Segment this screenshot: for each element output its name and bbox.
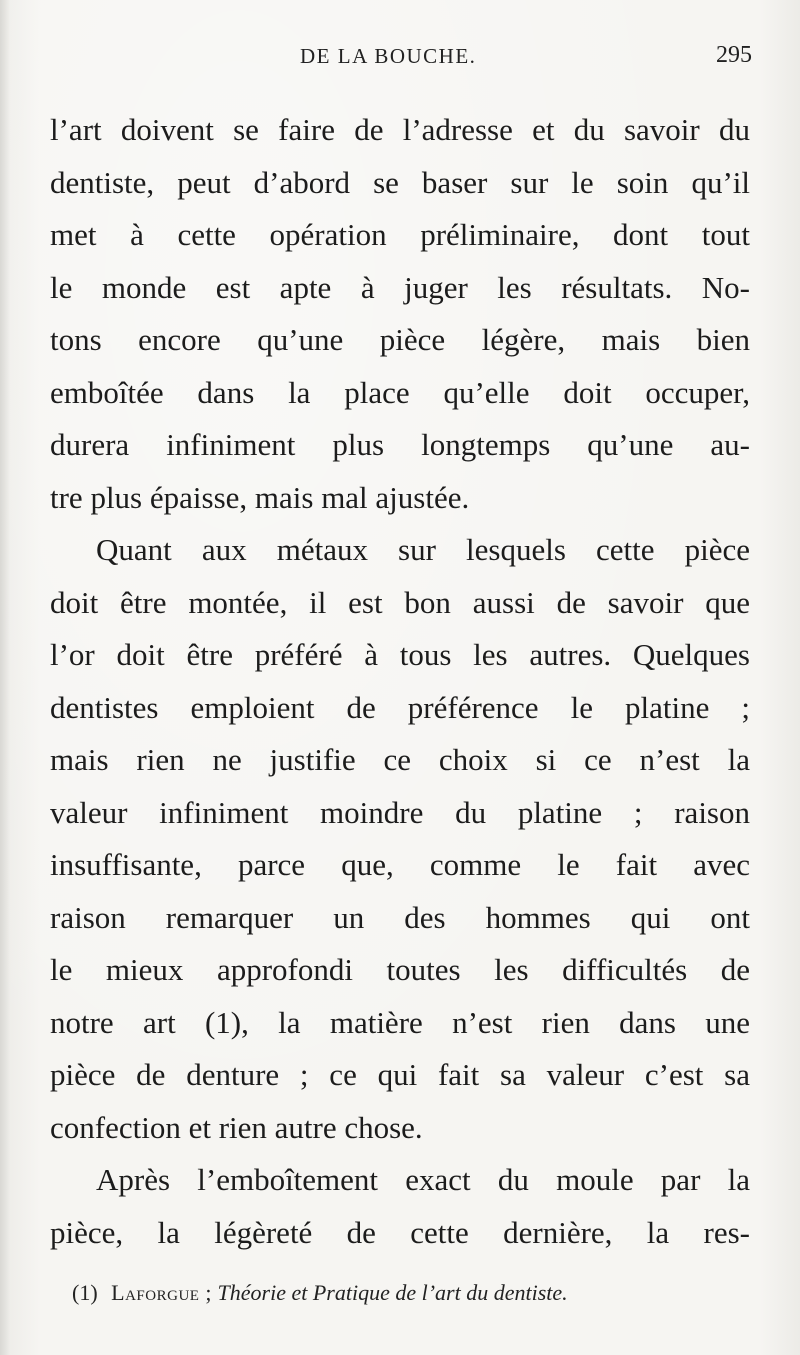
page-header [0, 40, 800, 76]
text-line: Quant aux métaux sur lesquels cette pièce [96, 532, 750, 567]
running-head: DE LA BOUCHE. [300, 44, 477, 68]
footnote-marker: (1) [72, 1280, 98, 1305]
text-line: Après l’emboîtement exact du moule par la [96, 1162, 750, 1197]
page-number: 295 [716, 42, 752, 68]
text-line: raison remarquer un des hommes qui ont [50, 899, 750, 935]
text-line: confection et rien autre chose. [50, 1109, 423, 1145]
text-line: valeur infiniment moindre du platine ; raison [50, 794, 750, 830]
text-line: le mieux approfondi toutes les difficultés de [50, 952, 750, 987]
text-line: pièce, la légèreté de cette dernière, la res- [50, 1214, 750, 1250]
text-line: dentiste, peut d’abord se baser sur le soin qu’il [50, 164, 750, 200]
text-line: mais rien ne justifie ce choix si ce n’est la [50, 742, 750, 777]
footnote [72, 1280, 732, 1306]
text-line: tre plus épaisse, mais mal ajustée. [50, 479, 470, 515]
text-line: tons encore qu’une pièce légère, mais bien [50, 322, 750, 357]
text-line: notre art (1), la matière n’est rien dans une [50, 1004, 750, 1040]
text-line: pièce de denture ; ce qui fait sa valeur c’est sa [50, 1057, 750, 1092]
footnote-author: Laforgue ; [111, 1280, 213, 1305]
text-line: insuffisante, parce que, comme le fait avec [50, 847, 750, 882]
footnote-title: Théorie et Pratique de l’art du dentiste. [217, 1280, 568, 1305]
text-line: l’or doit être préféré à tous les autres. Quelques [50, 637, 750, 672]
body-text [50, 104, 750, 1259]
text-line: le monde est apte à juger les résultats. No- [50, 269, 750, 305]
text-line: dentistes emploient de préférence le platine ; [50, 689, 750, 725]
text-line: doit être montée, il est bon aussi de savoir que [50, 584, 750, 620]
text-line: durera infiniment plus longtemps qu’une au- [50, 427, 750, 462]
text-line: l’art doivent se faire de l’adresse et du savoir du [50, 112, 750, 147]
text-line: met à cette opération préliminaire, dont tout [50, 217, 750, 252]
text-line: emboîtée dans la place qu’elle doit occuper, [50, 374, 750, 410]
page-edge-shadow [0, 0, 10, 1355]
